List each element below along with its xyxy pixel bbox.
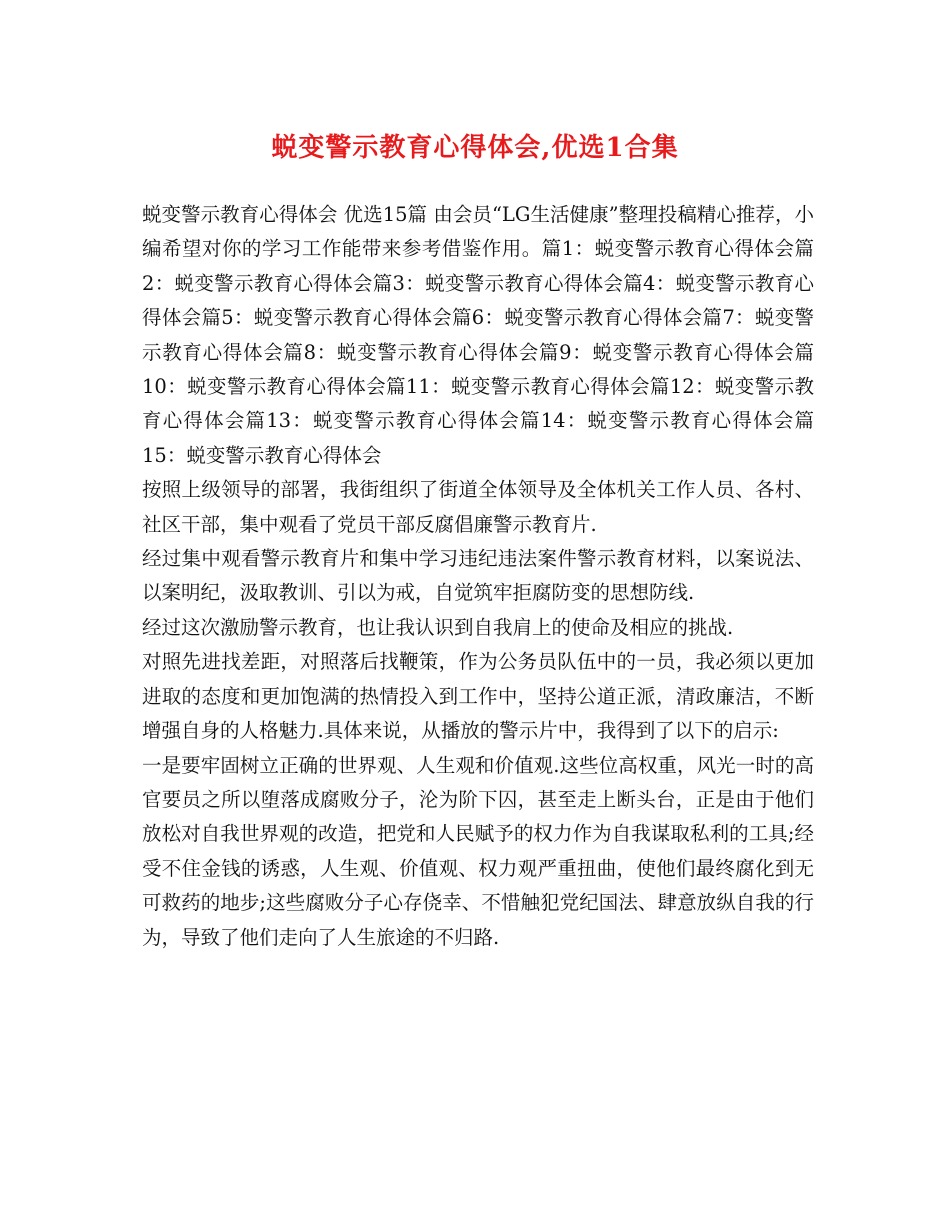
paragraph-deployment: 按照上级领导的部署，我街组织了街道全体领导及全体机关工作人员、各村、社区干部，集中观看了党员干部反腐倡廉警示教育片. — [142, 478, 814, 536]
document-body — [142, 198, 814, 955]
paragraph-realization: 经过这次激励警示教育，也让我认识到自我肩上的使命及相应的挑战. — [142, 615, 734, 639]
paragraph-reflection: 对照先进找差距，对照落后找鞭策，作为公务员队伍中的一员，我必须以更加进取的态度和更加饱满的热情投入到工作中，坚持公道正派，清政廉洁，不断增强自身的人格魅力.具体来说，从播放的警示片中，我得到了以下的启示: — [142, 650, 814, 743]
document-title: 蜕变警示教育心得体会,优选1合集 — [271, 133, 679, 163]
paragraph-intro: 蜕变警示教育心得体会 优选15篇 由会员“LG生活健康”整理投稿精心推荐，小编希望对你的学习工作能带来参考借鉴作用。篇1：蜕变警示教育心得体会篇2：蜕变警示教育心得体会篇3：蜕变警示教育心得体会篇4：蜕变警示教育心得体会篇5：蜕变警示教育心得体会篇6：蜕变警示教育心得体会篇7：蜕变警示教育心得体会篇8：蜕变警示教育心得体会篇9：蜕变警示教育心得体会篇10：蜕变警示教育心得体会篇11：蜕变警示教育心得体会篇12：蜕变警示教育心得体会篇13：蜕变警示教育心得体会篇14：蜕变警示教育心得体会篇15：蜕变警示教育心得体会 — [142, 203, 814, 467]
paragraph-first-lesson: 一是要牢固树立正确的世界观、人生观和价值观.这些位高权重，风光一时的高官要员之所以堕落成腐败分子，沦为阶下囚，甚至走上断头台，正是由于他们放松对自我世界观的改造，把党和人民赋予的权力作为自我谋取私利的工具;经受不住金钱的诱惑，人生观、价值观、权力观严重扭曲，使他们最终腐化到无可救药的地步;这些腐败分子心存侥幸、不惜触犯党纪国法、肆意放纵自我的行为，导致了他们走向了人生旅途的不归路. — [142, 753, 814, 949]
paragraph-study: 经过集中观看警示教育片和集中学习违纪违法案件警示教育材料，以案说法、以案明纪，汲取教训、引以为戒，自觉筑牢拒腐防变的思想防线. — [142, 547, 814, 605]
